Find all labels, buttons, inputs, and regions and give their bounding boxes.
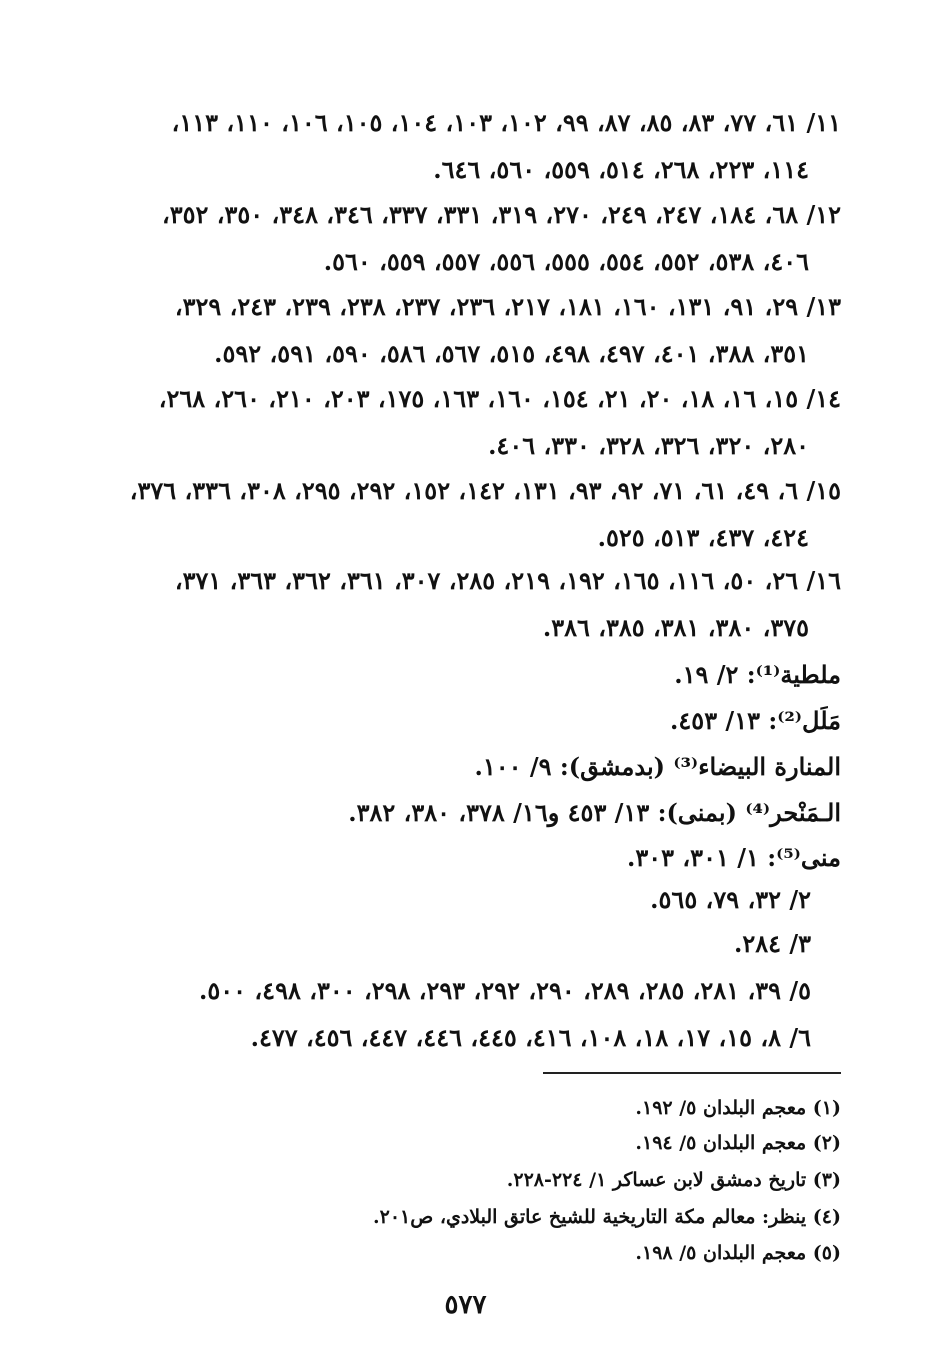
index-line: ١٤/ ١٥، ١٦، ١٨، ٢٠، ٢١، ١٥٤، ١٦٠، ١٦٣، ١٧٥، ٢٠٣، ٢١٠، ٢٦٠، ٢٦٨، — [158, 384, 841, 413]
index-line: ١٣/ ٢٩، ٩١، ١٣١، ١٦٠، ١٨١، ٢١٧، ٢٣٦، ٢٣٧، ٢٣٨، ٢٣٩، ٢٤٣، ٣٢٩، — [174, 292, 841, 321]
index-line: ١٢/ ٦٨، ١٨٤، ٢٤٧، ٢٤٩، ٢٧٠، ٣١٩، ٣٣١، ٣٣٧، ٣٤٦، ٣٤٨، ٣٥٠، ٣٥٢، — [161, 200, 841, 229]
footnote-divider — [543, 1072, 841, 1074]
index-line: ٤٢٤، ٤٣٧، ٥١٣، ٥٢٥. — [597, 523, 809, 552]
footnote-3: (٣) تاريخ دمشق لابن عساكر ١/ ٢٢٤-٢٢٨. — [506, 1169, 841, 1191]
index-entry-manhar: الـمَنْحر⁽⁴⁾ (بمنى): ١٣/ ٤٥٣ و١٦/ ٣٧٨، ٣٨٠، ٣٨٢. — [348, 798, 841, 827]
footnote-1: (١) معجم البلدان ٥/ ١٩٢. — [635, 1097, 841, 1119]
index-line: ٣٧٥، ٣٨٠، ٣٨١، ٣٨٥، ٣٨٦. — [542, 613, 809, 642]
footnote-4: (٤) ينظر: معالم مكة التاريخية للشيخ عاتق البلادي، ص٢٠١. — [372, 1206, 841, 1228]
index-entry-malatya: ملطية⁽¹⁾: ٢/ ١٩. — [674, 660, 841, 689]
index-line: ٢/ ٣٢، ٧٩، ٥٦٥. — [650, 885, 811, 914]
index-line: ١٥/ ٦، ٤٩، ٦١، ٧١، ٩٢، ٩٣، ١٣١، ١٤٢، ١٥٢، ٢٩٢، ٢٩٥، ٣٠٨، ٣٣٦، ٣٧٦، — [129, 476, 841, 505]
index-entry-white-minaret: المنارة البيضاء⁽³⁾ (بدمشق): ٩/ ١٠٠. — [474, 752, 841, 781]
index-line: ١١٤، ٢٢٣، ٢٦٨، ٥١٤، ٥٥٩، ٥٦٠، ٦٤٦. — [433, 155, 809, 184]
index-line: ٣/ ٢٨٤. — [733, 929, 811, 958]
index-line: ٣٥١، ٣٨٨، ٤٠١، ٤٩٧، ٤٩٨، ٥١٥، ٥٦٧، ٥٨٦، ٥٩٠، ٥٩١، ٥٩٢. — [214, 339, 809, 368]
index-line: ٤٠٦، ٥٣٨، ٥٥٢، ٥٥٤، ٥٥٥، ٥٥٦، ٥٥٧، ٥٥٩، ٥٦٠. — [323, 247, 809, 276]
page-number: ٥٧٧ — [444, 1290, 487, 1320]
index-line: ١٦/ ٢٦، ٥٠، ١١٦، ١٦٥، ١٩٢، ٢١٩، ٢٨٥، ٣٠٧، ٣٦١، ٣٦٢، ٣٦٣، ٣٧١، — [174, 566, 841, 595]
index-line: ١١/ ٦١، ٧٧، ٨٣، ٨٥، ٨٧، ٩٩، ١٠٢، ١٠٣، ١٠٤، ١٠٥، ١٠٦، ١١٠، ١١٣، — [171, 108, 841, 137]
index-line: ٦/ ٨، ١٥، ١٧، ١٨، ١٠٨، ٤١٦، ٤٤٥، ٤٤٦، ٤٤٧، ٤٥٦، ٤٧٧. — [250, 1023, 811, 1052]
index-line: ٥/ ٣٩، ٢٨١، ٢٨٥، ٢٨٩، ٢٩٠، ٢٩٢، ٢٩٣، ٢٩٨، ٣٠٠، ٤٩٨، ٥٠٠. — [199, 976, 811, 1005]
index-line: ٢٨٠، ٣٢٠، ٣٢٦، ٣٢٨، ٣٣٠، ٤٠٦. — [488, 431, 809, 460]
footnote-5: (٥) معجم البلدان ٥/ ١٩٨. — [635, 1242, 841, 1264]
index-entry-mina: منى⁽⁵⁾: ١/ ٣٠١، ٣٠٣. — [627, 843, 841, 872]
index-entry-malal: مَلَل⁽²⁾: ١٣/ ٤٥٣. — [670, 706, 841, 735]
footnote-2: (٢) معجم البلدان ٥/ ١٩٤. — [635, 1132, 841, 1154]
